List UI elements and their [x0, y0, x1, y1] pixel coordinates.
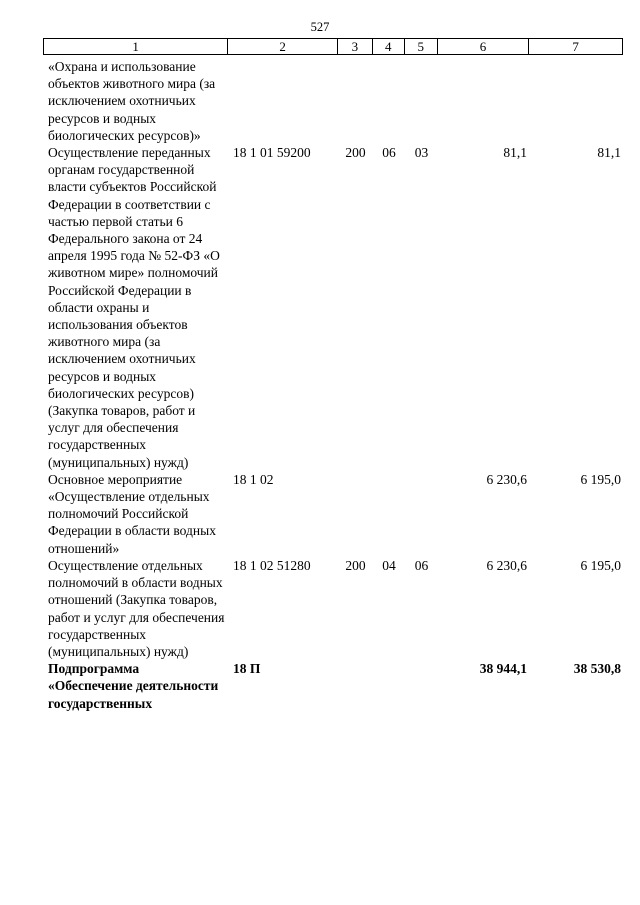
row-name: Осуществление отдельных полномочий в области водных отношений (Закупка товаров, работ и услуг для обеспечения государственных (муниципальных) нужд)	[48, 557, 225, 659]
table-row	[43, 144, 623, 471]
row-sum-1: 81,1	[503, 145, 527, 161]
row-code: 18 1 02	[233, 471, 274, 487]
table-row	[43, 58, 623, 144]
row-name: «Охрана и использование объектов животного мира (за исключением охотничьих ресурсов и водных биологических ресурсов)»	[48, 59, 216, 143]
table-row	[43, 471, 623, 557]
column-header-5: 5	[405, 39, 438, 54]
column-header-7: 7	[572, 39, 579, 54]
row-name: Осуществление переданных органам государственной власти субъектов Российской Федерации в соответствии с частью первой статьи 6 Федерального закона от 24 апреля 1995 года № 52-ФЗ «О животном мире» полномочий Российской Федерации в области охраны и использования объектов животного мира (за исключением охотничьих ресурсов и водных биологических ресурсов) (Закупка товаров, работ и услуг для обеспечения государственных (муниципальных) нужд)	[48, 145, 220, 470]
row-vr: 200	[345, 557, 366, 573]
page-number: 527	[310, 20, 330, 34]
row-sum-2: 6 195,0	[580, 471, 621, 487]
row-code: 18 1 01 59200	[233, 145, 311, 161]
row-pr: 06	[414, 557, 429, 573]
table-body	[43, 58, 623, 712]
row-name: Подпрограмма «Обеспечение деятельности государственных	[48, 661, 219, 711]
row-name: Основное мероприятие «Осуществление отдельных полномочий Российской Федерации в области водных отношений»	[48, 471, 216, 556]
column-header-2: 2	[228, 39, 338, 54]
table-row-subprogram	[43, 660, 623, 712]
row-rz: 06	[382, 145, 396, 161]
column-header-1: 1	[44, 39, 228, 54]
table-header	[43, 38, 623, 55]
column-header-6: 6	[438, 39, 530, 54]
row-code: 18 1 02 51280	[233, 557, 311, 573]
row-sum-2: 38 530,8	[573, 661, 621, 677]
column-header-4: 4	[373, 39, 405, 54]
row-sum-1: 6 230,6	[486, 557, 527, 573]
row-sum-2: 81,1	[597, 145, 621, 161]
row-vr: 200	[345, 145, 366, 161]
row-sum-1: 6 230,6	[486, 471, 527, 487]
row-code: 18 П	[233, 661, 261, 677]
row-rz: 04	[382, 557, 396, 573]
row-sum-1: 38 944,1	[479, 661, 527, 677]
row-sum-2: 6 195,0	[580, 557, 621, 573]
table-row	[43, 557, 623, 660]
column-header-3: 3	[338, 39, 373, 54]
row-pr: 03	[414, 145, 429, 161]
